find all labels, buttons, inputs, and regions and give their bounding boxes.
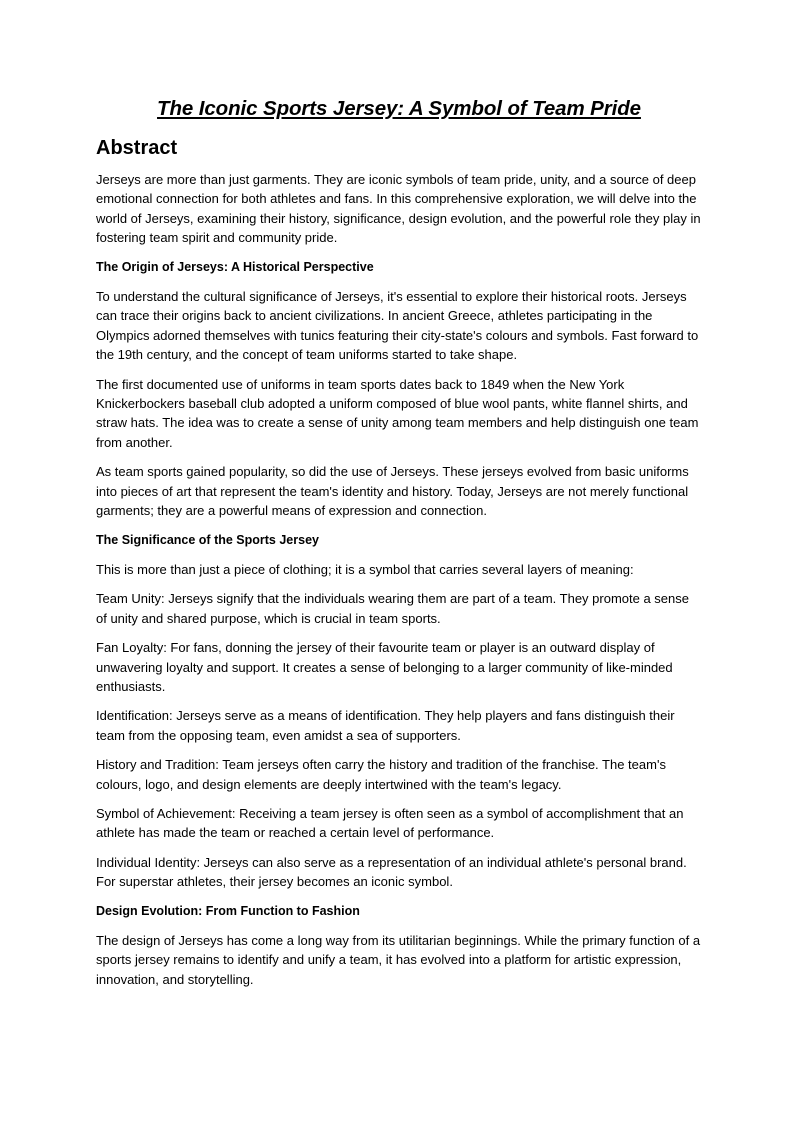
design-heading: Design Evolution: From Function to Fashion [96,903,360,918]
significance-identification: Identification: Jerseys serve as a means of identification. They help players and fans distinguish their team from the opposing team, even amidst a sea of supporters. [96,708,675,743]
document-page [96,96,702,989]
origin-paragraph-1: To understand the cultural significance of Jerseys, it's essential to explore their historical roots. Jerseys can trace their origins back to ancient civilizations. In ancient Greece, athletes participating in the Olympics adorned themselves with tunics featuring their city-state's colours and symbols. Fast forward to the 19th century, and the concept of team uniforms started to take shape. [96,289,699,363]
origin-heading: The Origin of Jerseys: A Historical Perspective [96,259,374,274]
significance-team-unity: Team Unity: Jerseys signify that the individuals wearing them are part of a team. They promote a sense of unity and shared purpose, which is crucial in team sports. [96,591,689,626]
significance-intro: This is more than just a piece of clothing; it is a symbol that carries several layers of meaning: [96,561,634,577]
origin-paragraph-3: As team sports gained popularity, so did the use of Jerseys. These jerseys evolved from basic uniforms into pieces of art that represent the team's identity and history. Today, Jerseys are not merely functional garments; they are a powerful means of expression and connection. [96,464,689,519]
document-title: The Iconic Sports Jersey: A Symbol of Team Pride [157,97,641,120]
design-paragraph-1: The design of Jerseys has come a long way from its utilitarian beginnings. While the primary function of a sports jersey remains to identify and unify a team, it has evolved into a platform for artistic expression, innovation, and storytelling. [96,933,701,987]
significance-achievement: Symbol of Achievement: Receiving a team jersey is often seen as a symbol of accomplishment that an athlete has made the team or reached a certain level of performance. [96,805,684,841]
significance-heading: The Significance of the Sports Jersey [96,532,319,547]
origin-paragraph-2: The first documented use of uniforms in team sports dates back to 1849 when the New York Knickerbockers baseball club adopted a uniform composed of blue wool pants, white flannel shirts, and straw hats. The idea was to create a sense of unity among team members and help distinguish one team from another. [96,376,699,450]
abstract-paragraph: Jerseys are more than just garments. They are iconic symbols of team pride, unity, and a source of deep emotional connection for both athletes and fans. In this comprehensive exploration, we will delve into the world of Jerseys, examining their history, significance, design evolution, and the powerful role they play in fostering team spirit and community pride. [96,172,701,246]
abstract-heading: Abstract [96,137,178,159]
significance-history-tradition: History and Tradition: Team jerseys often carry the history and tradition of the franchise. The team's colours, logo, and design elements are deeply intertwined with the team's legacy. [96,757,666,792]
significance-fan-loyalty: Fan Loyalty: For fans, donning the jersey of their favourite team or player is an outward display of unwavering loyalty and support. It creates a sense of belonging to a larger community of like-minded enthusiasts. [96,640,673,694]
significance-individual-identity: Individual Identity: Jerseys can also serve as a representation of an individual athlete's personal brand. For superstar athletes, their jersey becomes an iconic symbol. [96,854,687,890]
